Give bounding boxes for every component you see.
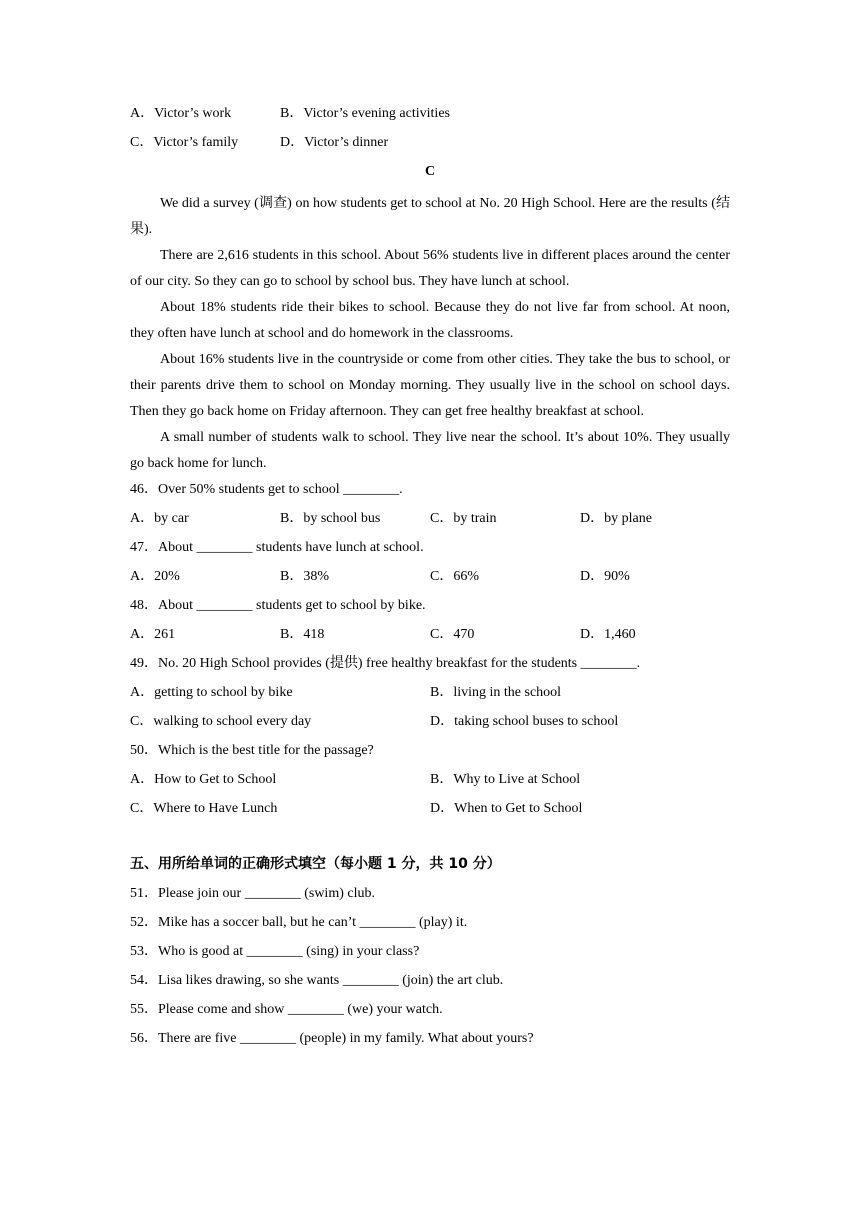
option-b: B．by school bus bbox=[280, 511, 381, 526]
option-d: D．1,460 bbox=[580, 627, 636, 642]
passage-paragraph: A small number of students walk to school. They live near the school. It’s about 10%. They usually go back home for lunch. bbox=[130, 430, 730, 471]
option-a: A．getting to school by bike bbox=[130, 685, 293, 700]
option-b: B．38% bbox=[280, 569, 329, 584]
question-options bbox=[130, 711, 730, 740]
passage-paragraph: About 18% students ride their bikes to school. Because they do not live far from school. At noon, they often have lunch at school and do homework in the classrooms. bbox=[130, 300, 730, 341]
prev-options-row-2 bbox=[130, 133, 730, 162]
prev-options-row-1 bbox=[130, 104, 730, 133]
passage-paragraph: We did a survey (调查) on how students get to school at No. 20 High School. Here are the results (结果). bbox=[130, 196, 730, 237]
option-c: C．by train bbox=[430, 511, 497, 526]
fill-item: 54．Lisa likes drawing, so she wants ________ (join) the art club. bbox=[130, 973, 504, 988]
question-options bbox=[130, 682, 730, 711]
section-heading: 五、用所给单词的正确形式填空（每小题 1 分，共 10 分） bbox=[130, 856, 501, 872]
option-c: C．470 bbox=[430, 627, 475, 642]
question-options bbox=[130, 798, 730, 827]
option-d: D．90% bbox=[580, 569, 630, 584]
option-c: C．Victor’s family bbox=[130, 135, 239, 150]
option-b: B．Victor’s evening activities bbox=[280, 106, 450, 121]
fill-item: 53．Who is good at ________ (sing) in your class? bbox=[130, 944, 420, 959]
question-options bbox=[130, 769, 730, 798]
reading-passage bbox=[130, 191, 730, 477]
fill-item: 51．Please join our ________ (swim) club. bbox=[130, 886, 375, 901]
passage-paragraph: There are 2,616 students in this school. About 56% students live in different places around the center of our city. So they can go to school by school bus. They have lunch at school. bbox=[130, 248, 730, 289]
question-options bbox=[130, 566, 730, 595]
option-d: D．Victor’s dinner bbox=[280, 135, 389, 150]
option-d: D．When to Get to School bbox=[430, 801, 583, 816]
page-content bbox=[130, 104, 730, 1057]
question-options bbox=[130, 624, 730, 653]
question-stem: 46．Over 50% students get to school ________. bbox=[130, 482, 403, 497]
option-a: A．by car bbox=[130, 511, 189, 526]
fill-item: 55．Please come and show ________ (we) your watch. bbox=[130, 1002, 443, 1017]
question-stem: 48．About ________ students get to school by bike. bbox=[130, 598, 426, 613]
passage-letter: C bbox=[424, 164, 436, 179]
option-b: B．Why to Live at School bbox=[430, 772, 581, 787]
option-c: C．walking to school every day bbox=[130, 714, 312, 729]
question-stem: 47．About ________ students have lunch at school. bbox=[130, 540, 424, 555]
option-d: D．by plane bbox=[580, 511, 652, 526]
option-a: A．Victor’s work bbox=[130, 106, 232, 121]
question-stem: 49．No. 20 High School provides (提供) free healthy breakfast for the students ________. bbox=[130, 656, 641, 671]
option-a: A．20% bbox=[130, 569, 180, 584]
passage-paragraph: About 16% students live in the countryside or come from other cities. They take the bus to school, or their parents drive them to school on Monday morning. They usually live in the school on school days. Then they go back home on Friday afternoon. They can get free healthy breakfast at school. bbox=[130, 352, 730, 419]
fill-item: 56．There are five ________ (people) in my family. What about yours? bbox=[130, 1031, 534, 1046]
option-c: C．Where to Have Lunch bbox=[130, 801, 278, 816]
option-a: A．How to Get to School bbox=[130, 772, 277, 787]
option-a: A．261 bbox=[130, 627, 176, 642]
question-options bbox=[130, 508, 730, 537]
option-c: C．66% bbox=[430, 569, 479, 584]
question-stem: 50．Which is the best title for the passage? bbox=[130, 743, 374, 758]
fill-item: 52．Mike has a soccer ball, but he can’t ________ (play) it. bbox=[130, 915, 468, 930]
option-d: D．taking school buses to school bbox=[430, 714, 619, 729]
option-b: B．418 bbox=[280, 627, 325, 642]
option-b: B．living in the school bbox=[430, 685, 562, 700]
